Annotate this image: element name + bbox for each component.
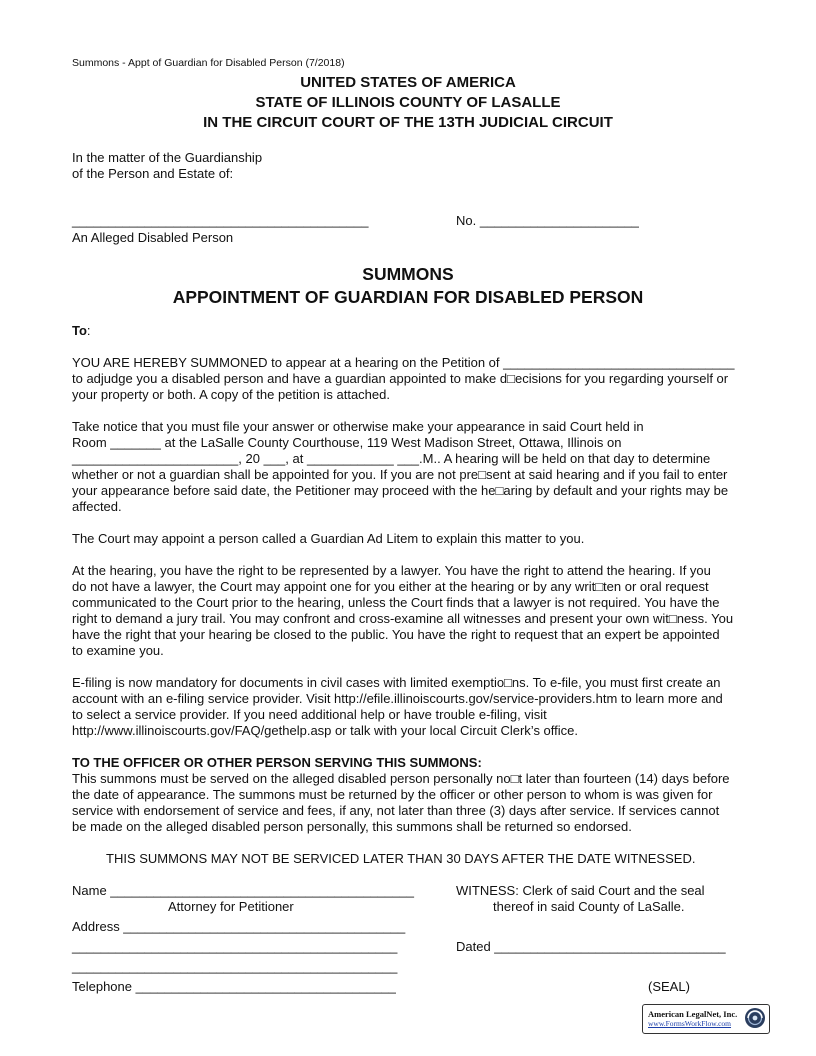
rights-paragraph [72,563,733,659]
attorney-for-petitioner-label: Attorney for Petitioner [168,899,294,914]
document-title: SUMMONS [362,264,454,284]
document-subtitle: APPOINTMENT OF GUARDIAN FOR DISABLED PERSON [172,287,644,307]
paragraph-line: service with endorsement of service and fees, if any, not later than three (3) days after service. If services cannot [72,803,720,818]
officer-instructions [72,755,730,835]
address-field-line-2[interactable]: _____________________________________________ [72,939,398,954]
summons-paragraph [72,355,735,403]
dated-field[interactable]: Dated ________________________________ [456,939,726,954]
case-number-field[interactable]: No. ______________________ [456,213,639,228]
paragraph-line: communicated to the Court prior to the hearing, unless the Court finds that a lawyer is not required. You have the [72,595,720,610]
paragraph-line: E-filing is now mandatory for documents in civil cases with limited exemptio□ns. To e-file, you must first create an [72,675,721,690]
attorney-name-field[interactable]: Name __________________________________________ [72,883,414,898]
disabled-person-name-field[interactable]: _________________________________________ [72,213,369,228]
notice-paragraph [72,419,728,515]
to-line [72,323,91,338]
guardian-ad-litem-paragraph: The Court may appoint a person called a Guardian Ad Litem to explain this matter to you. [72,531,585,546]
header-country: UNITED STATES OF AMERICA [300,74,516,91]
matter-line-1: In the matter of the Guardianship [72,150,263,165]
paragraph-line: do not have a lawyer, the Court may appoint one for you either at the hearing or by any writ□ten or oral request [72,579,709,594]
paragraph-line: affected. [72,499,122,514]
seal-label: (SEAL) [648,979,690,994]
alleged-disabled-person-label: An Alleged Disabled Person [72,230,234,245]
paragraph-line: be made on the alleged disabled person personally, this summons shall be returned so endorsed. [72,819,632,834]
american-legalnet-logo[interactable] [642,1004,770,1034]
paragraph-line: YOU ARE HEREBY SUMMONED to appear at a hearing on the Petition of ________________________________ [72,355,735,370]
paragraph-line: to adjudge you a disabled person and have a guardian appointed to make d□ecisions for you regarding yourself or [72,371,729,386]
header-state-county: STATE OF ILLINOIS COUNTY OF LASALLE [255,94,561,111]
paragraph-line: http://www.illinoiscourts.gov/FAQ/gethelp.asp or talk with your local Circuit Clerk’s office. [72,723,579,738]
paragraph-line: Room _______ at the LaSalle County Courthouse, 119 West Madison Street, Ottawa, Illinois on [72,435,622,450]
globe-icon [744,1007,766,1029]
paragraph-line: At the hearing, you have the right to be represented by a lawyer. You have the right to attend the hearing. If you [72,563,711,578]
paragraph-line: account with an e-filing service provider. Visit http://efile.illinoiscourts.gov/service-providers.htm to learn more and [72,691,723,706]
header-court: IN THE CIRCUIT COURT OF THE 13TH JUDICIAL CIRCUIT [203,114,613,131]
to-colon: : [86,323,91,338]
paragraph-line: _______________________, 20 ___, at ____________ ___.M.. A hearing will be held on that day to determine [72,451,711,466]
paragraph-line: your appearance before said date, the Petitioner may proceed with the he□aring by default and your rights may be [72,483,729,498]
service-deadline-notice: THIS SUMMONS MAY NOT BE SERVICED LATER THAN 30 DAYS AFTER THE DATE WITNESSED. [106,851,696,866]
paragraph-line: whether or not a guardian shall be appointed for you. If you are not pre□sent at said hearing and if you fail to enter [72,467,728,482]
paragraph-line: Take notice that you must file your answer or otherwise make your appearance in said Court held in [72,419,644,434]
address-field-line-3[interactable]: _____________________________________________ [72,959,398,974]
address-field[interactable]: Address _______________________________________ [72,919,406,934]
form-identifier: Summons - Appt of Guardian for Disabled Person (7/2018) [72,57,345,69]
witness-line-2: thereof in said County of LaSalle. [493,899,685,914]
paragraph-line: have the right that your hearing be closed to the public. You have the right to request that an expert be appointed [72,627,720,642]
efiling-paragraph [72,675,723,739]
witness-line-1: WITNESS: Clerk of said Court and the seal [456,883,705,898]
to-label: To [72,323,87,338]
paragraph-line: right to demand a jury trail. You may confront and cross-examine all witnesses and present your own wit□ness. You [72,611,734,626]
paragraph-line: to examine you. [72,643,164,658]
paragraph-line: to select a service provider. If you need additional help or have trouble e-filing, visit [72,707,547,722]
logo-company-name: American LegalNet, Inc. [648,1009,738,1019]
telephone-field[interactable]: Telephone ____________________________________ [72,979,396,994]
matter-line-2: of the Person and Estate of: [72,166,234,181]
paragraph-line: the date of appearance. The summons must be returned by the officer or other person to whom is was given for [72,787,713,802]
paragraph-line: your property or both. A copy of the petition is attached. [72,387,390,402]
paragraph-line: This summons must be served on the alleged disabled person personally no□t later than fourteen (14) days before [72,771,730,786]
logo-url[interactable]: www.FormsWorkFlow.com [648,1019,732,1028]
officer-heading: TO THE OFFICER OR OTHER PERSON SERVING THIS SUMMONS: [72,755,482,770]
